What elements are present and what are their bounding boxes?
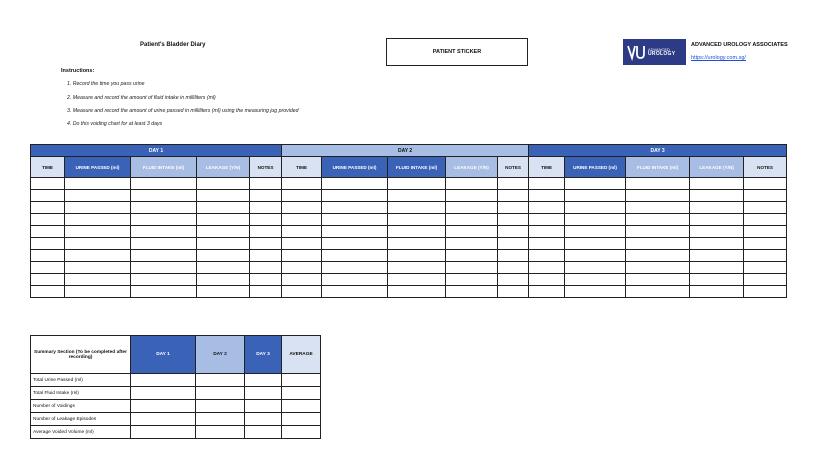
diary-cell[interactable] — [322, 178, 388, 190]
page-title: Patient's Bladder Diary — [140, 42, 206, 48]
summary-heading: Summary Section (To be completed after recording) — [31, 336, 131, 374]
diary-cell[interactable] — [744, 226, 787, 238]
diary-cell[interactable] — [131, 190, 197, 202]
summary-cell[interactable] — [196, 400, 245, 413]
diary-cell[interactable] — [322, 214, 388, 226]
diary-cell[interactable] — [282, 226, 322, 238]
diary-cell[interactable] — [498, 250, 529, 262]
diary-cell[interactable] — [626, 274, 690, 286]
diary-cell[interactable] — [626, 262, 690, 274]
summary-cell[interactable] — [245, 426, 282, 439]
diary-cell[interactable] — [250, 238, 282, 250]
diary-cell[interactable] — [282, 274, 322, 286]
diary-cell[interactable] — [446, 250, 498, 262]
diary-cell[interactable] — [65, 190, 131, 202]
summary-cell[interactable] — [131, 374, 196, 387]
diary-cell[interactable] — [31, 250, 65, 262]
diary-cell[interactable] — [446, 226, 498, 238]
diary-cell[interactable] — [529, 238, 565, 250]
diary-cell[interactable] — [31, 226, 65, 238]
diary-cell[interactable] — [322, 190, 388, 202]
diary-cell[interactable] — [690, 226, 744, 238]
diary-cell[interactable] — [498, 226, 529, 238]
logo-text — [648, 47, 675, 57]
diary-cell[interactable] — [498, 214, 529, 226]
summary-cell[interactable] — [245, 413, 282, 426]
diary-cell[interactable] — [565, 226, 626, 238]
diary-cell[interactable] — [565, 250, 626, 262]
diary-cell[interactable] — [690, 214, 744, 226]
diary-cell[interactable] — [197, 238, 250, 250]
summary-row-label: Total Fluid Intake (ml) — [31, 387, 131, 400]
col-fluid-intake: FLUID INTAKE (ml) — [388, 157, 446, 178]
diary-row — [31, 274, 787, 286]
diary-cell[interactable] — [446, 286, 498, 298]
diary-cell[interactable] — [131, 178, 197, 190]
diary-cell[interactable] — [744, 286, 787, 298]
diary-cell[interactable] — [31, 202, 65, 214]
diary-row — [31, 178, 787, 190]
diary-cell[interactable] — [31, 190, 65, 202]
diary-cell[interactable] — [322, 202, 388, 214]
diary-cell[interactable] — [744, 202, 787, 214]
diary-row — [31, 250, 787, 262]
diary-cell[interactable] — [388, 214, 446, 226]
col-time: TIME — [529, 157, 565, 178]
diary-cell[interactable] — [498, 286, 529, 298]
summary-cell[interactable] — [245, 374, 282, 387]
diary-cell[interactable] — [446, 274, 498, 286]
col-time: TIME — [282, 157, 322, 178]
diary-cell[interactable] — [250, 226, 282, 238]
diary-cell[interactable] — [282, 286, 322, 298]
logo-line1: ADVANCED — [648, 47, 670, 52]
diary-cell[interactable] — [31, 214, 65, 226]
summary-col-day1: DAY 1 — [131, 336, 196, 374]
diary-cell[interactable] — [498, 238, 529, 250]
instruction-item: 4. Do this voiding chart for at least 3 days — [67, 121, 163, 127]
summary-row — [31, 374, 321, 387]
instruction-item: 2. Measure and record the amount of fluid intake in milliliters (ml) — [67, 95, 216, 101]
diary-cell[interactable] — [565, 178, 626, 190]
diary-cell[interactable] — [65, 274, 131, 286]
summary-cell[interactable] — [131, 413, 196, 426]
summary-cell[interactable] — [131, 426, 196, 439]
diary-row — [31, 202, 787, 214]
col-fluid-intake: FLUID INTAKE (ml) — [626, 157, 690, 178]
diary-cell[interactable] — [197, 190, 250, 202]
diary-cell[interactable] — [65, 226, 131, 238]
diary-cell[interactable] — [282, 262, 322, 274]
summary-row — [31, 400, 321, 413]
diary-cell[interactable] — [322, 286, 388, 298]
diary-cell[interactable] — [282, 190, 322, 202]
diary-cell[interactable] — [131, 262, 197, 274]
diary-cell[interactable] — [31, 274, 65, 286]
summary-cell[interactable] — [196, 374, 245, 387]
diary-cell[interactable] — [446, 190, 498, 202]
summary-cell[interactable] — [245, 387, 282, 400]
col-urine-passed: URINE PASSED (ml) — [322, 157, 388, 178]
summary-cell[interactable] — [282, 387, 321, 400]
diary-cell[interactable] — [446, 238, 498, 250]
diary-cell[interactable] — [282, 250, 322, 262]
diary-cell[interactable] — [690, 178, 744, 190]
summary-cell[interactable] — [282, 413, 321, 426]
summary-cell[interactable] — [282, 426, 321, 439]
diary-cell[interactable] — [744, 214, 787, 226]
summary-row — [31, 387, 321, 400]
diary-cell[interactable] — [65, 286, 131, 298]
summary-col-day3: DAY 3 — [245, 336, 282, 374]
diary-cell[interactable] — [131, 202, 197, 214]
col-urine-passed: URINE PASSED (ml) — [565, 157, 626, 178]
summary-row — [31, 413, 321, 426]
summary-cell[interactable] — [282, 374, 321, 387]
day-2-header: DAY 2 — [282, 145, 529, 157]
diary-cell[interactable] — [626, 190, 690, 202]
diary-cell[interactable] — [322, 226, 388, 238]
diary-cell[interactable] — [131, 274, 197, 286]
diary-cell[interactable] — [65, 178, 131, 190]
diary-cell[interactable] — [31, 238, 65, 250]
diary-cell[interactable] — [690, 190, 744, 202]
summary-row-label: Number of Leakage Episodes — [31, 413, 131, 426]
diary-cell[interactable] — [498, 178, 529, 190]
col-time: TIME — [31, 157, 65, 178]
diary-cell[interactable] — [744, 190, 787, 202]
instruction-item: 1. Record the time you pass urine — [67, 81, 145, 87]
diary-cell[interactable] — [322, 238, 388, 250]
diary-cell[interactable] — [498, 190, 529, 202]
diary-cell[interactable] — [529, 286, 565, 298]
diary-cell[interactable] — [529, 250, 565, 262]
diary-row — [31, 286, 787, 298]
diary-cell[interactable] — [131, 286, 197, 298]
diary-cell[interactable] — [529, 214, 565, 226]
diary-cell[interactable] — [498, 274, 529, 286]
instruction-item: 3. Measure and record the amount of urine passed in milliliters (ml) using the measuring jug provided — [67, 108, 299, 114]
summary-cell[interactable] — [196, 387, 245, 400]
diary-cell[interactable] — [626, 238, 690, 250]
diary-cell[interactable] — [282, 178, 322, 190]
diary-cell[interactable] — [690, 238, 744, 250]
diary-cell[interactable] — [197, 286, 250, 298]
diary-cell[interactable] — [282, 238, 322, 250]
summary-cell[interactable] — [131, 400, 196, 413]
col-urine-passed: URINE PASSED (ml) — [65, 157, 131, 178]
diary-cell[interactable] — [388, 178, 446, 190]
diary-cell[interactable] — [197, 274, 250, 286]
diary-cell[interactable] — [322, 274, 388, 286]
diary-cell[interactable] — [250, 178, 282, 190]
diary-cell[interactable] — [282, 214, 322, 226]
diary-cell[interactable] — [626, 250, 690, 262]
diary-cell[interactable] — [565, 202, 626, 214]
diary-cell[interactable] — [744, 178, 787, 190]
summary-row-label: Total Urine Passed (ml) — [31, 374, 131, 387]
logo-mark-icon — [626, 42, 646, 62]
diary-cell[interactable] — [529, 190, 565, 202]
diary-cell[interactable] — [626, 286, 690, 298]
diary-cell[interactable] — [65, 262, 131, 274]
diary-cell[interactable] — [388, 202, 446, 214]
diary-cell[interactable] — [388, 286, 446, 298]
diary-cell[interactable] — [65, 250, 131, 262]
diary-cell[interactable] — [626, 226, 690, 238]
diary-cell[interactable] — [565, 190, 626, 202]
summary-cell[interactable] — [196, 426, 245, 439]
diary-cell[interactable] — [690, 262, 744, 274]
diary-cell[interactable] — [250, 286, 282, 298]
diary-cell[interactable] — [565, 214, 626, 226]
diary-cell[interactable] — [131, 250, 197, 262]
diary-cell[interactable] — [250, 250, 282, 262]
summary-cell[interactable] — [196, 413, 245, 426]
col-leakage: LEAKAGE (Y/N) — [446, 157, 498, 178]
diary-cell[interactable] — [197, 214, 250, 226]
diary-cell[interactable] — [322, 262, 388, 274]
diary-cell[interactable] — [498, 262, 529, 274]
summary-row-label: Number of Voidings — [31, 400, 131, 413]
diary-cell[interactable] — [388, 190, 446, 202]
col-notes: NOTES — [498, 157, 529, 178]
instructions-heading: Instructions: — [61, 68, 95, 74]
summary-cell[interactable] — [282, 400, 321, 413]
diary-cell[interactable] — [388, 226, 446, 238]
summary-row-label: Average Voided Volume (ml) — [31, 426, 131, 439]
diary-cell[interactable] — [690, 286, 744, 298]
diary-cell[interactable] — [250, 202, 282, 214]
diary-cell[interactable] — [744, 238, 787, 250]
patient-sticker-box: PATIENT STICKER — [386, 38, 528, 66]
summary-cell[interactable] — [131, 387, 196, 400]
diary-cell[interactable] — [744, 250, 787, 262]
diary-row — [31, 226, 787, 238]
diary-cell[interactable] — [529, 178, 565, 190]
diary-cell[interactable] — [31, 286, 65, 298]
diary-cell[interactable] — [65, 202, 131, 214]
diary-cell[interactable] — [565, 262, 626, 274]
diary-cell[interactable] — [131, 238, 197, 250]
diary-cell[interactable] — [446, 214, 498, 226]
company-logo — [623, 39, 686, 65]
diary-cell[interactable] — [250, 190, 282, 202]
diary-cell[interactable] — [250, 262, 282, 274]
diary-cell[interactable] — [197, 202, 250, 214]
diary-cell[interactable] — [626, 214, 690, 226]
diary-cell[interactable] — [388, 250, 446, 262]
diary-cell[interactable] — [565, 238, 626, 250]
day-3-header: DAY 3 — [529, 145, 787, 157]
diary-cell[interactable] — [282, 202, 322, 214]
diary-cell[interactable] — [131, 214, 197, 226]
col-leakage: LEAKAGE (Y/N) — [197, 157, 250, 178]
diary-cell[interactable] — [529, 226, 565, 238]
day-1-header: DAY 1 — [31, 145, 282, 157]
diary-cell[interactable] — [250, 274, 282, 286]
diary-cell[interactable] — [388, 262, 446, 274]
diary-cell[interactable] — [322, 250, 388, 262]
diary-cell[interactable] — [250, 214, 282, 226]
summary-col-day2: DAY 2 — [196, 336, 245, 374]
diary-cell[interactable] — [388, 238, 446, 250]
diary-row — [31, 262, 787, 274]
diary-cell[interactable] — [197, 226, 250, 238]
voiding-diary-table — [30, 144, 787, 298]
diary-cell[interactable] — [529, 262, 565, 274]
col-notes: NOTES — [250, 157, 282, 178]
diary-cell[interactable] — [565, 286, 626, 298]
col-leakage: LEAKAGE (Y/N) — [690, 157, 744, 178]
diary-cell[interactable] — [529, 202, 565, 214]
col-fluid-intake: FLUID INTAKE (ml) — [131, 157, 197, 178]
diary-row — [31, 214, 787, 226]
diary-cell[interactable] — [565, 274, 626, 286]
summary-table — [30, 335, 321, 439]
diary-cell[interactable] — [744, 274, 787, 286]
diary-cell[interactable] — [446, 202, 498, 214]
diary-body — [31, 178, 787, 298]
summary-col-average: AVERAGE — [282, 336, 321, 374]
diary-cell[interactable] — [65, 238, 131, 250]
diary-cell[interactable] — [626, 178, 690, 190]
diary-cell[interactable] — [446, 178, 498, 190]
diary-cell[interactable] — [690, 250, 744, 262]
diary-cell[interactable] — [197, 262, 250, 274]
diary-cell[interactable] — [65, 214, 131, 226]
col-notes: NOTES — [744, 157, 787, 178]
diary-row — [31, 190, 787, 202]
diary-cell[interactable] — [690, 202, 744, 214]
logo-line2: UROLOGY — [648, 51, 676, 57]
diary-cell[interactable] — [388, 274, 446, 286]
company-name: ADVANCED UROLOGY ASSOCIATES — [691, 42, 788, 48]
diary-cell[interactable] — [626, 202, 690, 214]
diary-cell[interactable] — [498, 202, 529, 214]
summary-row — [31, 426, 321, 439]
diary-row — [31, 238, 787, 250]
diary-cell[interactable] — [131, 226, 197, 238]
diary-cell[interactable] — [446, 262, 498, 274]
diary-cell[interactable] — [690, 274, 744, 286]
company-url-link[interactable]: https://urology.com.sg/ — [691, 55, 746, 61]
diary-cell[interactable] — [197, 178, 250, 190]
summary-cell[interactable] — [245, 400, 282, 413]
diary-cell[interactable] — [529, 274, 565, 286]
diary-cell[interactable] — [31, 262, 65, 274]
diary-cell[interactable] — [197, 250, 250, 262]
diary-cell[interactable] — [31, 178, 65, 190]
diary-cell[interactable] — [744, 262, 787, 274]
